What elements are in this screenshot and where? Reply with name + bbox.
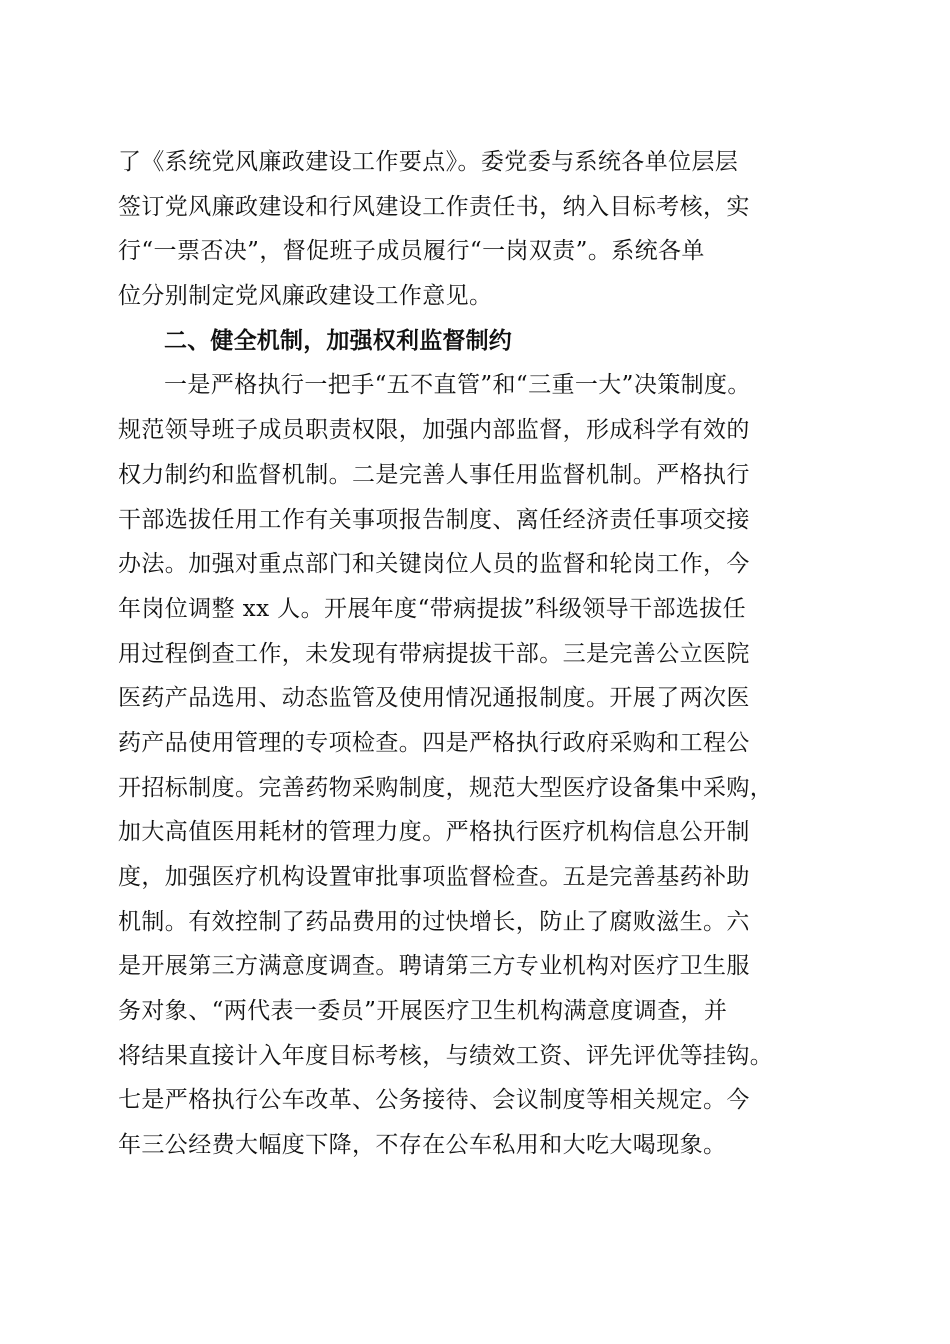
paragraph-line: 药产品使用管理的专项检查。四是严格执行政府采购和工程公 <box>118 729 750 756</box>
paragraph-line: 年岗位调整 xx 人。开展年度“带病提拔”科级领导干部选拔任 <box>118 595 747 622</box>
paragraph-line: 了《系统党风廉政建设工作要点》。委党委与系统各单位层层 <box>118 149 739 175</box>
paragraph-line: 加大高值医用耗材的管理力度。严格执行医疗机构信息公开制 <box>118 819 750 846</box>
paragraph-line: 签订党风廉政建设和行风建设工作责任书，纳入目标考核，实 <box>118 193 750 220</box>
paragraph-line: 务对象、“两代表一委员”开展医疗卫生机构满意度调查，并 <box>118 998 728 1025</box>
paragraph-line: 机制。有效控制了药品费用的过快增长，防止了腐败滋生。六 <box>118 908 750 935</box>
paragraph-line: 位分别制定党风廉政建设工作意见。 <box>118 283 493 310</box>
paragraph-line: 权力制约和监督机制。二是完善人事任用监督机制。严格执行 <box>118 461 750 488</box>
paragraph-line: 开招标制度。完善药物采购制度，规范大型医疗设备集中采购， <box>118 774 774 801</box>
paragraph-line: 年三公经费大幅度下降，不存在公车私用和大吃大喝现象。 <box>118 1132 727 1159</box>
document-body <box>118 140 838 1168</box>
paragraph-line: 用过程倒查工作，未发现有带病提拔干部。三是完善公立医院 <box>118 640 750 667</box>
paragraph-line: 规范领导班子成员职责权限，加强内部监督，形成科学有效的 <box>118 417 750 444</box>
paragraph-line: 办法。加强对重点部门和关键岗位人员的监督和轮岗工作，今 <box>118 551 750 578</box>
paragraph-line: 行“一票否决”，督促班子成员履行“一岗双责”。系统各单 <box>118 238 705 265</box>
paragraph-line: 一是严格执行一把手“五不直管”和“三重一大”决策制度。 <box>164 372 751 399</box>
section-heading: 二、健全机制，加强权利监督制约 <box>164 327 512 354</box>
paragraph-line: 干部选拔任用工作有关事项报告制度、离任经济责任事项交接 <box>118 506 750 533</box>
paragraph-line: 医药产品选用、动态监管及使用情况通报制度。开展了两次医 <box>118 685 750 712</box>
paragraph-2 <box>118 363 838 1167</box>
paragraph-line: 是开展第三方满意度调查。聘请第三方专业机构对医疗卫生服 <box>118 953 750 980</box>
paragraph-1 <box>118 140 838 319</box>
paragraph-line: 七是严格执行公车改革、公务接待、会议制度等相关规定。今 <box>118 1087 750 1114</box>
paragraph-line: 将结果直接计入年度目标考核，与绩效工资、评先评优等挂钩。 <box>118 1042 774 1069</box>
paragraph-line: 度，加强医疗机构设置审批事项监督检查。五是完善基药补助 <box>118 864 750 890</box>
